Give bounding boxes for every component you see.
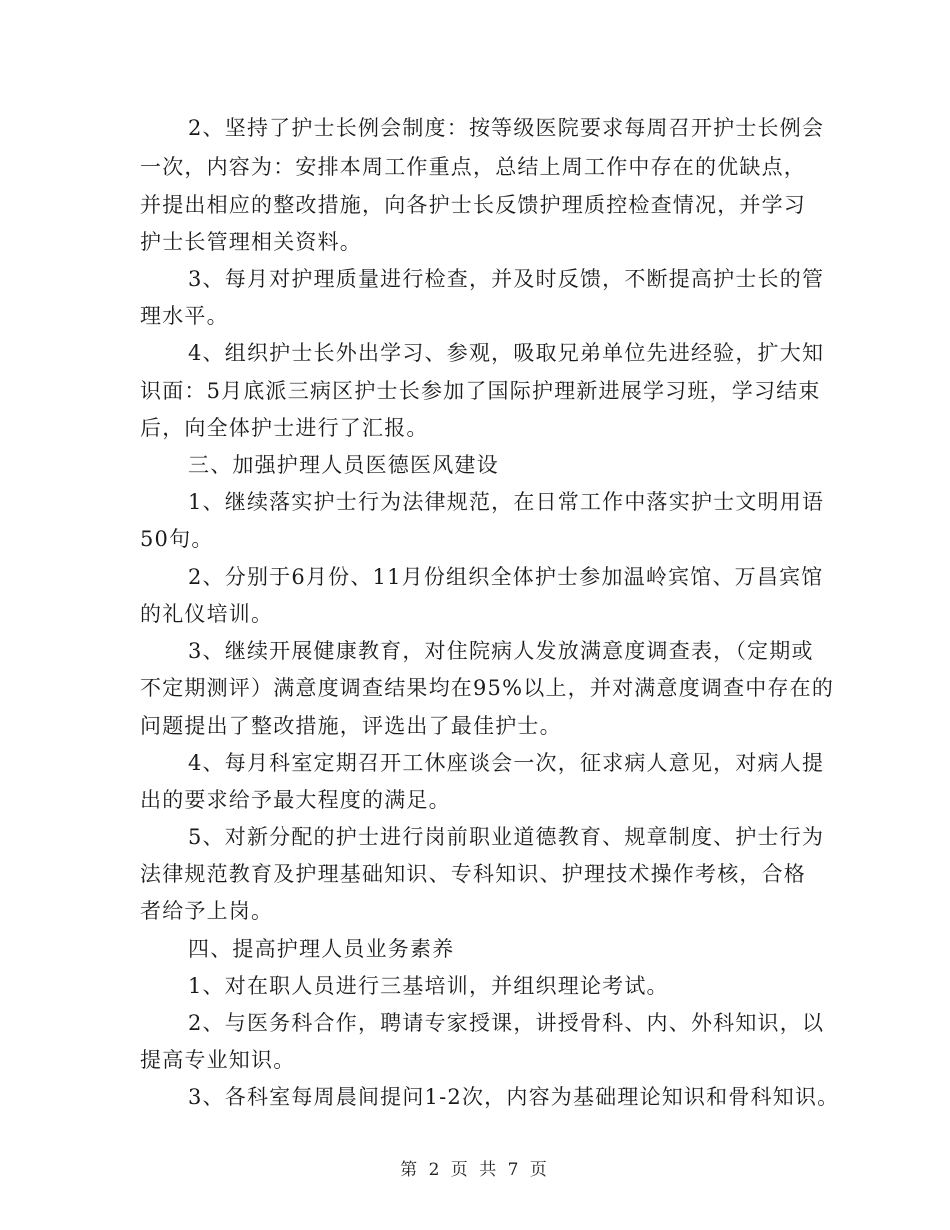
paragraph-line: 1、对在职人员进行三基培训，并组织理论考试。 bbox=[188, 974, 669, 998]
paragraph-line: 2、坚持了护士长例会制度：按等级医院要求每周召开护士长例会 bbox=[188, 116, 825, 140]
paragraph-line: 并提出相应的整改措施，向各护士长反馈护理质控检查情况，并学习 bbox=[140, 193, 806, 217]
paragraph-line: 理水平。 bbox=[140, 304, 229, 328]
paragraph-line: 50句。 bbox=[140, 527, 214, 551]
paragraph-line: 3、继续开展健康教育，对住院病人发放满意度调查表，（定期或 bbox=[188, 639, 814, 663]
paragraph-line: 后，向全体护士进行了汇报。 bbox=[140, 416, 429, 440]
paragraph-line: 一次，内容为：安排本周工作重点，总结上周工作中存在的优缺点， bbox=[140, 155, 806, 179]
paragraph-line: 4、组织护士长外出学习、参观，吸取兄弟单位先进经验，扩大知 bbox=[188, 341, 825, 365]
paragraph-line: 1、继续落实护士行为法律规范，在日常工作中落实护士文明用语 bbox=[188, 490, 825, 514]
paragraph-line: 不定期测评）满意度调查结果均在95%以上，并对满意度调查中存在的 bbox=[140, 676, 835, 700]
paragraph-line: 3、每月对护理质量进行检查，并及时反馈，不断提高护士长的管 bbox=[188, 267, 825, 291]
paragraph-line: 5、对新分配的护士进行岗前职业道德教育、规章制度、护士行为 bbox=[188, 825, 825, 849]
section-heading: 四、提高护理人员业务素养 bbox=[188, 937, 455, 961]
section-heading: 三、加强护理人员医德医风建设 bbox=[188, 453, 499, 477]
paragraph-line: 提高专业知识。 bbox=[140, 1048, 296, 1072]
paragraph-line: 识面：5月底派三病区护士长参加了国际护理新进展学习班，学习结束 bbox=[140, 379, 821, 403]
paragraph-line: 出的要求给予最大程度的满足。 bbox=[140, 788, 451, 812]
paragraph-line: 者给予上岗。 bbox=[140, 899, 274, 923]
paragraph-line: 2、与医务科合作，聘请专家授课，讲授骨科、内、外科知识，以 bbox=[188, 1011, 825, 1035]
page-footer: 第 2 页 共 7 页 bbox=[400, 1160, 550, 1180]
paragraph-line: 2、分别于6月份、11月份组织全体护士参加温岭宾馆、万昌宾馆 bbox=[188, 565, 824, 589]
paragraph-line: 的礼仪培训。 bbox=[140, 602, 274, 626]
paragraph-line: 3、各科室每周晨间提问1-2次，内容为基础理论知识和骨科知识。 bbox=[188, 1085, 840, 1109]
paragraph-line: 护士长管理相关资料。 bbox=[140, 230, 362, 254]
paragraph-line: 问题提出了整改措施，评选出了最佳护士。 bbox=[140, 714, 562, 738]
paragraph-line: 4、每月科室定期召开工休座谈会一次，征求病人意见，对病人提 bbox=[188, 751, 825, 775]
paragraph-line: 法律规范教育及护理基础知识、专科知识、护理技术操作考核，合格 bbox=[140, 862, 806, 886]
